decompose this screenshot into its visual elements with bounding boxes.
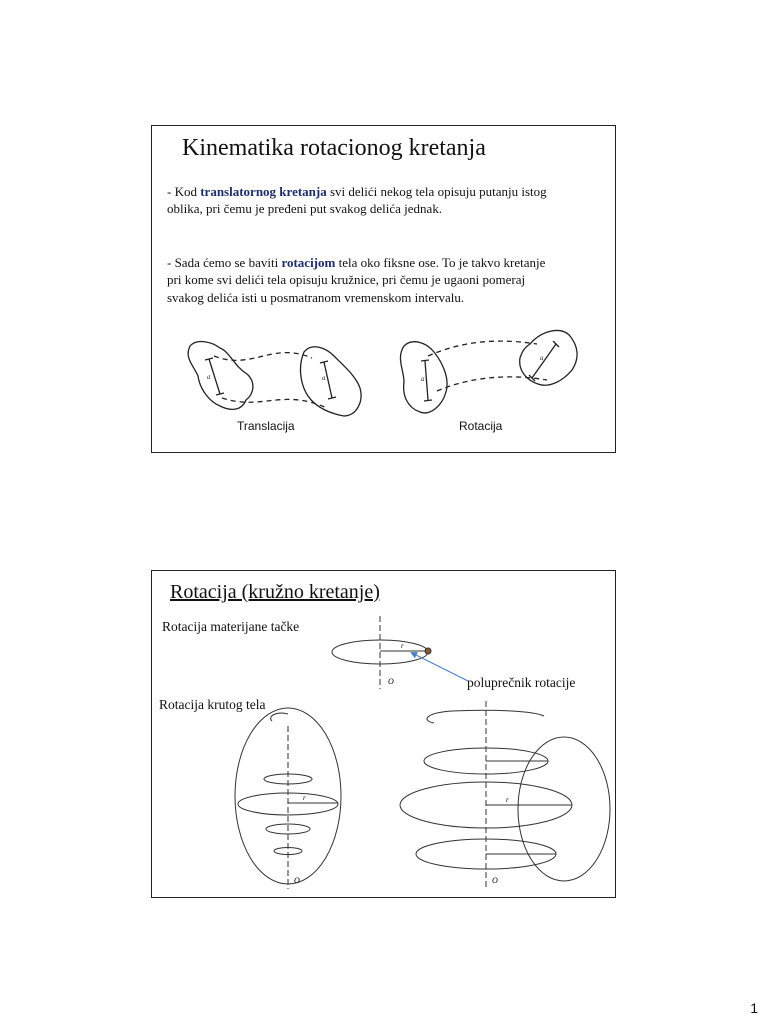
rotation-path-lower: [437, 377, 547, 391]
caption-translacija: Translacija: [237, 419, 295, 433]
label-point-rotation: Rotacija materijane tačke: [162, 619, 300, 634]
rotation-letter-end: a: [540, 354, 544, 362]
term-translatornog-kretanja: translatornog kretanja: [200, 184, 327, 199]
rotation-arrow-top: [271, 713, 288, 721]
rotation-path-upper: [428, 341, 537, 356]
point-radius-label: r: [401, 642, 404, 650]
translation-body-start: [188, 342, 253, 410]
para1-prefix: - Kod: [167, 184, 201, 199]
translation-body-end: [301, 347, 362, 416]
label-radius: poluprečnik rotacije: [467, 675, 576, 690]
page-number: 1: [750, 1000, 758, 1016]
rotation-letter-start: a: [421, 375, 425, 383]
para2-text: tela oko fiksne ose. To je takvo kretanje pri kome svi delići tela opisuju kružnice, pri čemu je ugaoni pomeraj svakog delića isti u posmatranom vremenskom intervalu.: [167, 255, 546, 305]
slide-kinematika: [151, 125, 616, 453]
rigid-left-radius-label: r: [303, 794, 306, 802]
rotation-figure: [152, 571, 617, 899]
slide1-title: Kinematika rotacionog kretanja: [182, 135, 486, 161]
slide-rotacija: [151, 570, 616, 898]
material-point: [425, 648, 431, 654]
rigid-body-left: [235, 708, 341, 889]
translation-rotation-figure: [152, 126, 617, 454]
rotation-bar-start: [425, 361, 428, 400]
rigid-right-axis-label: O: [492, 876, 498, 885]
radius-arrow: [412, 653, 468, 681]
translation-path-upper: [214, 353, 312, 361]
rigid-left-axis-label: O: [294, 876, 300, 885]
slide2-title: Rotacija (kružno kretanje): [170, 581, 380, 603]
translation-diagram: [188, 342, 361, 416]
translation-bar-start: [209, 359, 220, 394]
label-rigid-body: Rotacija krutog tela: [159, 697, 266, 712]
rigid-right-outline: [518, 737, 610, 881]
point-rotation-diagram: [332, 616, 468, 689]
para2-prefix: - Sada ćemo se baviti: [167, 255, 282, 270]
translation-letter-end: a: [322, 374, 326, 382]
rigid-right-radius-label: r: [506, 796, 509, 804]
translation-letter-start: a: [207, 373, 211, 381]
rotation-bar-end: [532, 344, 556, 378]
term-rotacijom: rotacijom: [281, 255, 336, 270]
rigid-body-right: [400, 701, 610, 889]
rotation-diagram: [400, 330, 577, 412]
point-axis-label: O: [388, 677, 394, 686]
para1-text: svi delići nekog tela opisuju putanju istog oblika, pri čemu je pređeni put svakog delića jednak.: [167, 184, 547, 217]
caption-rotacija: Rotacija: [459, 419, 503, 433]
